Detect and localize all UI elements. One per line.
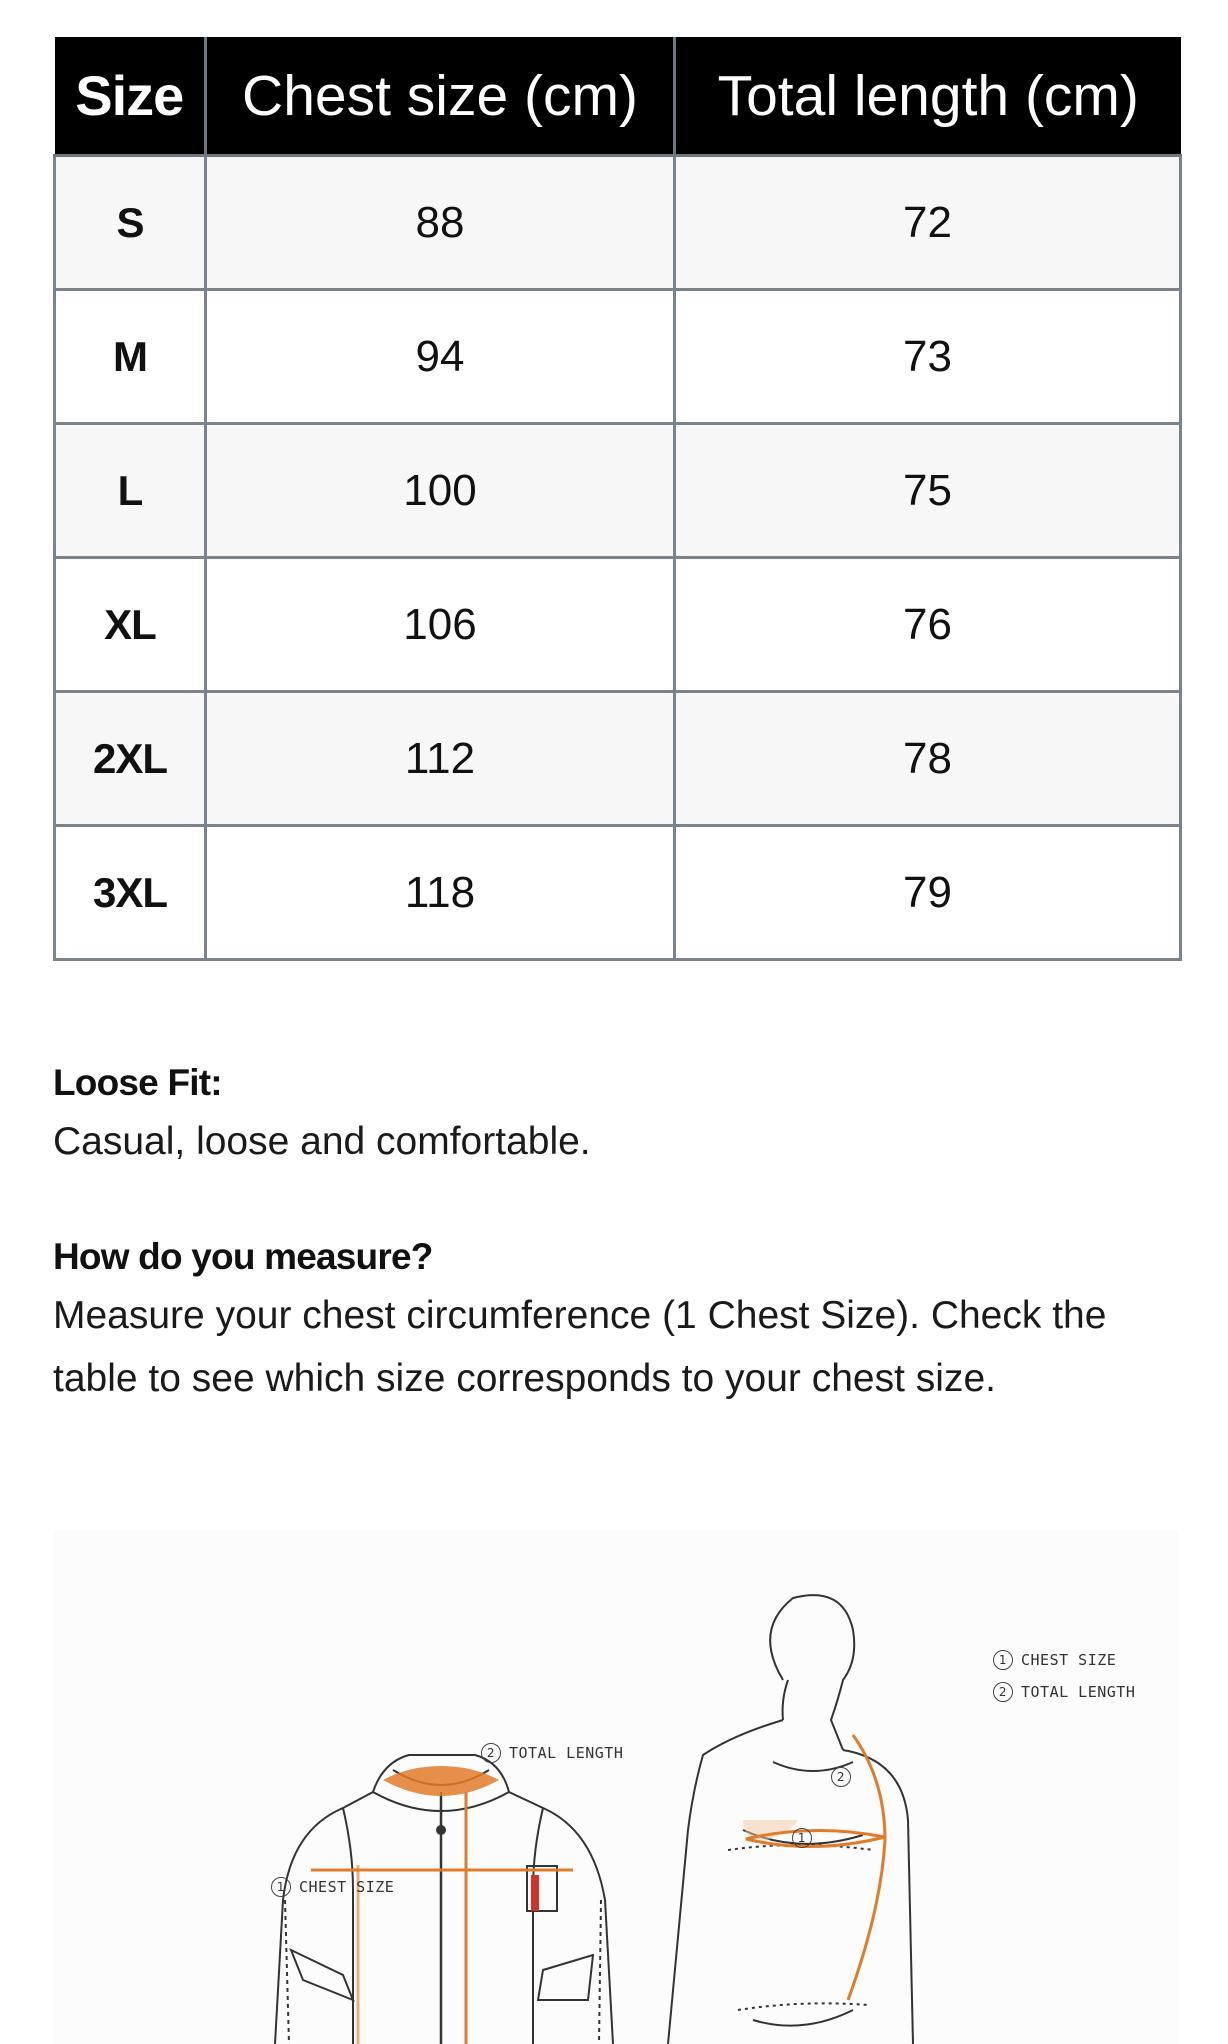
number-2-icon: 2 bbox=[831, 1767, 851, 1787]
chest-cell: 106 bbox=[206, 558, 675, 692]
size-cell: S bbox=[55, 156, 206, 290]
number-1-icon: 1 bbox=[993, 1650, 1013, 1670]
measure-description: Measure your chest circumference (1 Chest Size). Check the table to see which size corresponds to your chest size. bbox=[53, 1294, 1107, 1400]
jacket-illustration bbox=[275, 1755, 613, 2044]
diagram-illustration bbox=[53, 1530, 1179, 2044]
size-cell: L bbox=[55, 424, 206, 558]
body-length-line bbox=[848, 1735, 885, 2000]
measure-heading: How do you measure? bbox=[53, 1236, 433, 1277]
body-chest-marker bbox=[792, 1828, 812, 1848]
measurement-diagram bbox=[53, 1530, 1179, 2044]
size-cell: M bbox=[55, 290, 206, 424]
jacket-length-label: 2 TOTAL LENGTH bbox=[481, 1743, 623, 1763]
jacket-collar-accent bbox=[383, 1766, 499, 1796]
number-2-icon: 2 bbox=[481, 1743, 501, 1763]
length-cell: 79 bbox=[675, 826, 1181, 960]
table-header-row bbox=[55, 37, 1181, 156]
legend-chest-size: 1 CHEST SIZE bbox=[993, 1650, 1116, 1670]
sleeve-pocket-accent bbox=[531, 1875, 539, 1911]
chest-cell: 118 bbox=[206, 826, 675, 960]
header-chest-size: Chest size (cm) bbox=[206, 37, 675, 156]
fit-description: Casual, loose and comfortable. bbox=[53, 1120, 591, 1163]
header-total-length: Total length (cm) bbox=[675, 37, 1181, 156]
size-cell: 3XL bbox=[55, 826, 206, 960]
number-2-icon: 2 bbox=[993, 1682, 1013, 1702]
measure-section bbox=[53, 1236, 1183, 1410]
size-table bbox=[53, 37, 1182, 961]
table-row bbox=[55, 826, 1181, 960]
legend-total-length: 2 TOTAL LENGTH bbox=[993, 1682, 1135, 1702]
body-figure-illustration bbox=[668, 1595, 913, 2044]
number-1-icon: 1 bbox=[271, 1877, 291, 1897]
table-row bbox=[55, 156, 1181, 290]
chest-cell: 94 bbox=[206, 290, 675, 424]
zipper-pull-icon bbox=[436, 1825, 446, 1835]
length-cell: 75 bbox=[675, 424, 1181, 558]
chest-cell: 112 bbox=[206, 692, 675, 826]
number-1-icon: 1 bbox=[792, 1828, 812, 1848]
length-cell: 76 bbox=[675, 558, 1181, 692]
length-cell: 72 bbox=[675, 156, 1181, 290]
size-cell: XL bbox=[55, 558, 206, 692]
table-row bbox=[55, 290, 1181, 424]
body-length-marker bbox=[831, 1767, 851, 1787]
table-row bbox=[55, 558, 1181, 692]
chest-cell: 100 bbox=[206, 424, 675, 558]
fit-heading: Loose Fit: bbox=[53, 1062, 222, 1103]
table-row bbox=[55, 424, 1181, 558]
size-cell: 2XL bbox=[55, 692, 206, 826]
header-size: Size bbox=[55, 37, 206, 156]
length-cell: 73 bbox=[675, 290, 1181, 424]
jacket-chest-label: 1 CHEST SIZE bbox=[271, 1877, 394, 1897]
length-cell: 78 bbox=[675, 692, 1181, 826]
table-row bbox=[55, 692, 1181, 826]
fit-section bbox=[53, 1062, 1183, 1173]
chest-cell: 88 bbox=[206, 156, 675, 290]
